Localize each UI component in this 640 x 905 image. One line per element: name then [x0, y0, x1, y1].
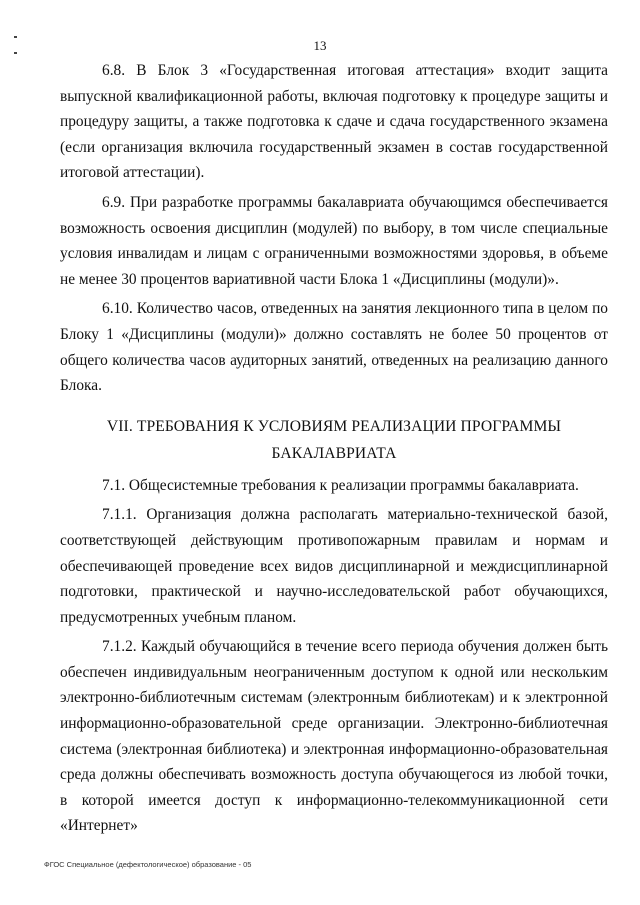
paragraph-6-10: 6.10. Количество часов, отведенных на занятия лекционного типа в целом по Блоку 1 «Дисциплины (модули)» должно составлять не более 50 процентов от общего количества часов аудиторных занятий, отведенных на реализацию данного Блока. — [60, 300, 608, 395]
paragraph-7-1-2: 7.1.2. Каждый обучающийся в течение всего периода обучения должен быть обеспечен индивидуальным неограниченным доступом к одной или нескольким электронно-библиотечным системам (электронным библиотекам) и к электронной информационно-образовательной среде организации. Электронно-библиотечная система (электронная библиотека) и электронная информационно-образовательная среда должны обеспечивать возможность доступа обучающегося из любой точки, в которой имеется доступ к информационно-телекоммуникационной сети «Интернет» — [60, 638, 608, 835]
page-footer: ФГОС Специальное (дефектологическое) образование - 05 — [44, 860, 252, 869]
paragraph-7-1: 7.1. Общесистемные требования к реализации программы бакалавриата. — [102, 476, 579, 494]
section-heading-line-1: VII. ТРЕБОВАНИЯ К УСЛОВИЯМ РЕАЛИЗАЦИИ ПРОГРАММЫ — [106, 417, 562, 435]
section-heading — [60, 413, 608, 467]
section-heading-line-2: БАКАЛАВРИАТА — [271, 444, 397, 462]
paragraph-7-1-1: 7.1.1. Организация должна располагать материально-технической базой, соответствующей действующим противопожарным правилам и нормам и обеспечивающей проведение всех видов дисциплинарной и междисциплинарной подготовки, практической и научно-исследовательской работ обучающихся, предусмотренных учебным планом. — [60, 506, 608, 626]
document-body — [60, 58, 608, 843]
paragraph-6-8: 6.8. В Блок 3 «Государственная итоговая аттестация» входит защита выпускной квалификационной работы, включая подготовку к процедуре защиты и процедуру защиты, а также подготовка к сдаче и сдача государственного экзамена (если организация включила государственный экзамен в состав государственной итоговой аттестации). — [60, 62, 608, 182]
paragraph-6-9: 6.9. При разработке программы бакалавриата обучающимся обеспечивается возможность освоения дисциплин (модулей) по выбору, в том числе специальные условия инвалидам и лицам с ограниченными возможностями здоровья, в объеме не менее 30 процентов вариативной части Блока 1 «Дисциплины (модули)». — [60, 193, 608, 288]
page-number: 13 — [313, 38, 327, 53]
